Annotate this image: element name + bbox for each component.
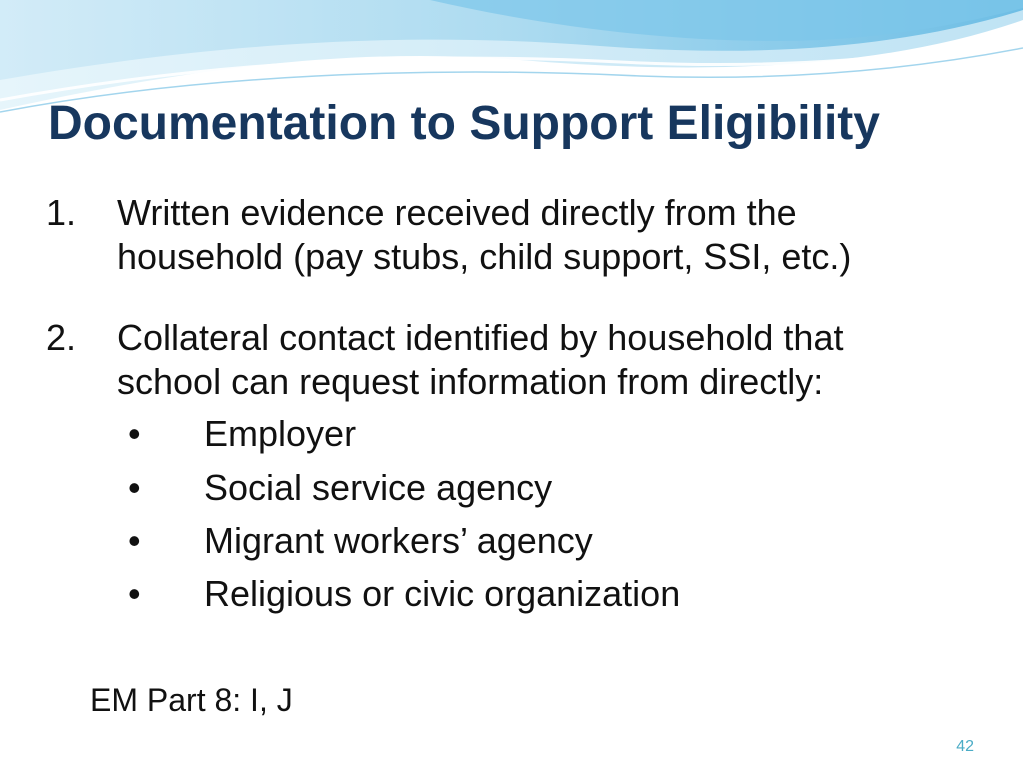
bullet-text: Social service agency <box>204 467 553 508</box>
item-text <box>117 316 977 404</box>
bullet-text: Migrant workers’ agency <box>204 520 593 561</box>
item-text-line: Collateral contact identified by household that <box>117 317 844 358</box>
item-number: 1. <box>46 192 77 233</box>
item-text <box>117 191 977 279</box>
bullet-text: Religious or civic organization <box>204 573 681 614</box>
bullet-glyph: • <box>128 520 141 561</box>
bullet-glyph: • <box>128 467 141 508</box>
bullet-glyph: • <box>128 573 141 614</box>
item-text-line: household (pay stubs, child support, SSI, etc.) <box>117 236 852 277</box>
item-text-line: Written evidence received directly from the <box>117 192 797 233</box>
item-number: 2. <box>46 317 77 358</box>
bullet-text: Employer <box>204 413 357 454</box>
reference-note: EM Part 8: I, J <box>90 682 293 718</box>
item-text-line: school can request information from directly: <box>117 361 824 402</box>
bullet-glyph: • <box>128 413 141 454</box>
page-number: 42 <box>956 738 974 755</box>
slide-title: Documentation to Support Eligibility <box>48 97 880 150</box>
